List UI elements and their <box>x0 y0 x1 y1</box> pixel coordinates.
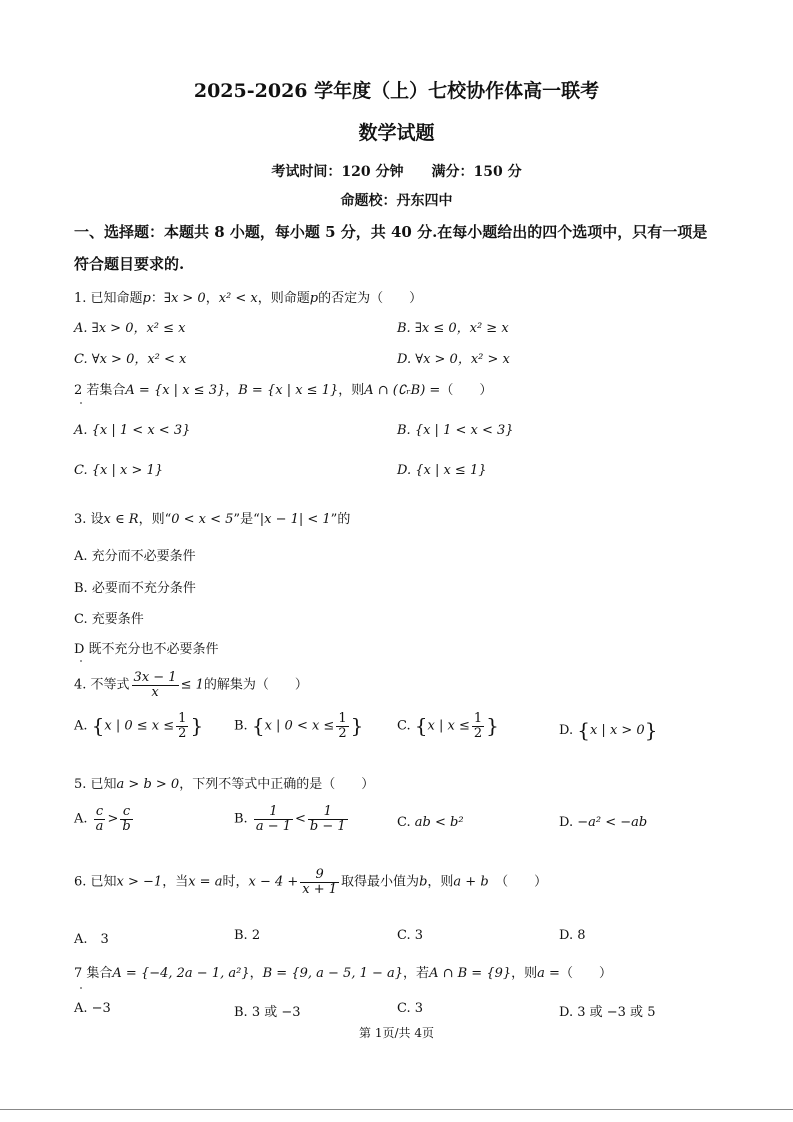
q4-a-half-num: 1 <box>178 711 187 726</box>
q1-text-c: 的否定为（ ） <box>318 291 423 306</box>
q1-comma: ， <box>205 291 219 306</box>
q7-math-4: a = <box>537 966 560 981</box>
q3-option-b: B. 必要而不充分条件 <box>74 581 196 596</box>
q6-math-1: x > −1 <box>116 874 163 890</box>
q4-frac-den: x <box>151 684 159 700</box>
q4-c-half-num: 1 <box>473 711 483 726</box>
q5-b-frac2 <box>308 805 348 833</box>
q3-option-c: C. 充要条件 <box>74 612 144 627</box>
q1-option-c: C. ∀x > 0，x² < x <box>74 352 187 367</box>
q4-frac-num: 3x − 1 <box>133 670 177 685</box>
q1-math-1: ∃x > 0 <box>163 291 206 306</box>
q4-c-set: x | x ≤ <box>427 718 470 734</box>
q4-d-label: D. <box>559 723 574 738</box>
q4-fraction <box>132 671 179 699</box>
exam-meta: 考试时间：120 分钟 满分：150 分 <box>271 164 522 180</box>
q4-b-half-den: 2 <box>338 725 347 741</box>
q3-option-d: D 既不充分也不必要条件 <box>74 642 219 657</box>
q7-text-b: ，若 <box>403 966 430 981</box>
question-3-stem <box>74 508 350 527</box>
q6-text-d: 取得最小值为 <box>341 874 420 890</box>
q3-text-c: ”是“ <box>233 512 260 527</box>
q1-text-a: 1. 已知命题 <box>74 291 143 306</box>
q7-option-a: A. −3 <box>74 1001 111 1016</box>
q5-a-frac2-den: b <box>122 818 131 834</box>
q5-b-frac2-num: 1 <box>308 805 348 820</box>
scan-dot <box>80 987 82 989</box>
q5-d-label: D. <box>559 815 574 830</box>
q6-math-5: a + b <box>453 874 489 890</box>
q5-c-expr: ab < b² <box>414 815 464 830</box>
q1-text-b: ，则命题 <box>257 291 310 306</box>
q6-fraction <box>300 868 339 896</box>
q4-c-label: C. <box>397 718 411 734</box>
q4-a-half <box>176 712 188 740</box>
q5-math-1: a > b > 0 <box>116 777 180 792</box>
q6-option-b: B. 2 <box>234 928 261 943</box>
exam-title: 2025-2026 学年度（上）七校协作体高一联考 <box>193 80 600 102</box>
page-number: 第 1页/共 4页 <box>359 1026 434 1040</box>
q3-math-1: x ∈ R <box>103 512 139 527</box>
q1-option-d: D. ∀x > 0，x² > x <box>397 352 510 367</box>
subject-title: 数学试题 <box>358 122 435 144</box>
q6-option-d: D. 8 <box>559 928 586 943</box>
q4-b-half-num: 1 <box>338 711 347 726</box>
q6-math-3: x − 4 + <box>248 874 299 890</box>
q5-text-b: ，下列不等式中正确的是（ ） <box>179 777 375 792</box>
q1-colon: ： <box>150 291 164 306</box>
q4-option-b: B. {x | 0 < x ≤ $\frac{1}{2}$ } <box>234 711 364 741</box>
q5-d-expr: −a² < −ab <box>577 815 648 830</box>
q4-relation: ≤ 1 <box>180 677 204 693</box>
q4-text-b: 的解集为（ ） <box>203 677 308 693</box>
q4-option-a: A. {x | 0 ≤ x ≤ $\frac{1}{2}$ } <box>74 711 204 741</box>
q5-option-a <box>74 805 135 833</box>
q6-text-b: ，当 <box>162 874 189 890</box>
q6-frac-den: x + 1 <box>302 881 338 897</box>
q5-option-c <box>397 815 464 830</box>
bottom-divider <box>0 1109 793 1110</box>
q2-set-b: B = {x | x ≤ 1} <box>238 383 339 398</box>
q1-option-a: A. ∃x > 0，x² ≤ x <box>74 321 186 336</box>
q7-text-c: ，则 <box>511 966 538 981</box>
q3-text-a: 3. 设 <box>74 512 104 527</box>
scan-dot <box>80 660 82 662</box>
q4-option-d: D. {x | x > 0} <box>559 718 658 742</box>
q5-b-op: < <box>295 811 306 827</box>
q6-frac-num: 9 <box>300 868 339 883</box>
q4-d-set: x | x > 0 <box>589 723 645 738</box>
q7-option-b: B. 3 或 −3 <box>234 1005 301 1020</box>
question-2-stem <box>74 379 492 398</box>
q1-prop-p: p <box>142 291 151 306</box>
q5-text-a: 5. 已知 <box>74 777 117 792</box>
q2-text-a: 2 若集合 <box>74 383 126 398</box>
q5-a-frac2 <box>120 805 132 833</box>
q7-comma: ， <box>249 966 263 981</box>
question-1-stem <box>74 287 422 306</box>
q3-math-2: 0 < x < 5 <box>171 512 234 527</box>
q7-text-a: 7 集合 <box>74 966 113 981</box>
q7-text-d: （ ） <box>559 966 612 981</box>
q5-a-frac1 <box>94 805 106 833</box>
q4-b-label: B. <box>234 718 248 734</box>
q2-option-c: C. {x | x > 1} <box>74 463 164 478</box>
q7-option-d: D. 3 或 −3 或 5 <box>559 1005 656 1020</box>
q4-c-half <box>472 712 484 740</box>
question-7-stem <box>74 962 612 981</box>
q7-set-b: B = {9, a − 5, 1 − a} <box>262 966 404 981</box>
q5-a-frac1-num: c <box>94 805 106 820</box>
q2-option-a: A. {x | 1 < x < 3} <box>74 423 191 438</box>
q4-option-c: C. {x | x ≤ $\frac{1}{2}$ } <box>397 711 499 741</box>
q6-text-c: 时， <box>222 874 249 890</box>
q5-b-frac2-den: b − 1 <box>309 818 346 834</box>
q5-option-d <box>559 815 647 830</box>
setter-school: 命题校：丹东四中 <box>340 193 453 209</box>
q3-text-d: ”的 <box>330 512 351 527</box>
q6-option-a: A. 3 <box>74 932 109 947</box>
q5-a-op: > <box>107 811 119 827</box>
q2-option-b: B. {x | 1 < x < 3} <box>397 423 514 438</box>
q4-b-set: x | 0 < x ≤ <box>264 718 335 734</box>
q6-text-a: 6. 已知 <box>74 874 117 890</box>
q5-b-label: B. <box>234 811 248 827</box>
q6-math-4: b <box>419 874 428 890</box>
q2-expr: A ∩ (∁ᵣB) = <box>364 383 441 398</box>
q4-text-a: 4. 不等式 <box>74 677 130 693</box>
question-6-stem <box>74 868 547 896</box>
q7-option-c: C. 3 <box>397 1001 424 1016</box>
q4-a-set: x | 0 ≤ x ≤ <box>104 718 175 734</box>
q6-math-2: x = a <box>188 874 223 890</box>
q1-prop-p-2: p <box>309 291 319 306</box>
scan-dot <box>80 402 82 404</box>
q5-a-frac1-den: a <box>95 818 104 834</box>
q5-c-label: C. <box>397 815 411 830</box>
q3-option-a: A. 充分而不必要条件 <box>74 549 196 564</box>
q3-math-3: |x − 1| < 1 <box>259 512 331 527</box>
q5-a-label: A. <box>74 811 88 827</box>
q7-math-3: A ∩ B = {9} <box>429 966 512 981</box>
q4-c-half-den: 2 <box>473 725 483 741</box>
q5-b-frac1 <box>254 805 293 833</box>
q2-comma: ， <box>225 383 239 398</box>
section-instruction-line1: 一、选择题：本题共 8 小题，每小题 5 分，共 40 分.在每小题给出的四个选项中，只有一项是 <box>74 223 708 241</box>
q4-a-label: A. <box>74 718 88 734</box>
q2-set-a: A = {x | x ≤ 3} <box>125 383 226 398</box>
q6-option-c: C. 3 <box>397 928 424 943</box>
q5-a-frac2-num: c <box>120 805 132 820</box>
q4-b-half <box>336 712 348 740</box>
section-instruction-line2: 符合题目要求的. <box>74 255 185 273</box>
q2-text-b: ，则 <box>338 383 365 398</box>
q3-text-b: ，则“ <box>138 512 172 527</box>
q5-b-frac1-den: a − 1 <box>255 818 292 834</box>
q7-set-a: A = {−4, 2a − 1, a²} <box>112 966 250 981</box>
q1-option-b: B. ∃x ≤ 0，x² ≥ x <box>397 321 509 336</box>
q6-text-e: ，则 <box>427 874 454 890</box>
question-5-stem <box>74 773 374 792</box>
q4-a-half-den: 2 <box>178 725 187 741</box>
q1-math-2: x² < x <box>218 291 258 306</box>
q5-option-b <box>234 805 350 833</box>
q2-text-c: （ ） <box>440 383 493 398</box>
q6-text-f: （ ） <box>488 874 548 890</box>
q5-b-frac1-num: 1 <box>254 805 293 820</box>
question-4-stem <box>74 671 308 699</box>
q2-option-d: D. {x | x ≤ 1} <box>397 463 487 478</box>
